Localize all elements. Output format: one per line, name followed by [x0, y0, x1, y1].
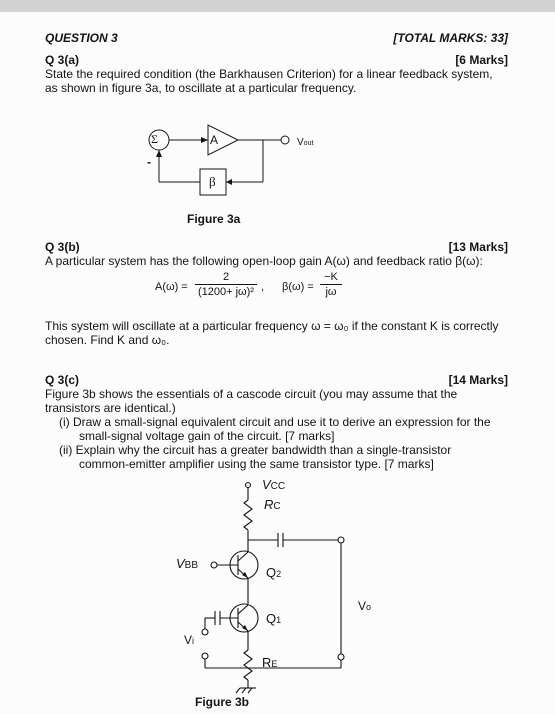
figure-3a-caption: Figure 3a [187, 212, 241, 226]
vo-label: Vo [358, 599, 372, 613]
rc-resistor [244, 500, 252, 530]
rc-label: RC [264, 497, 281, 512]
figure-3b-circuit [0, 12, 555, 714]
q3b-marks: [13 Marks] [448, 240, 508, 254]
q3b-label: Q 3(b) [45, 240, 80, 254]
q3c-label: Q 3(c) [45, 373, 80, 387]
vi-bottom-terminal [202, 653, 208, 659]
vbb-label: VBB [176, 556, 199, 571]
question-title: QUESTION 3 [45, 31, 118, 45]
q1-label: Q1 [266, 611, 282, 626]
vi-top-terminal [202, 629, 208, 635]
vcc-terminal [246, 483, 251, 488]
q3a-text-line2: as shown in figure 3a, to oscillate at a particular frequency. [45, 81, 357, 95]
q3c-item2-line1: (ii) Explain why the circuit has a greater bandwidth than a single-transistor [59, 443, 452, 457]
q3c-text-line1: Figure 3b shows the essentials of a cascode circuit (you may assume that the [45, 387, 458, 401]
q3b-text-line3: chosen. Find K and ω₀. [45, 333, 170, 347]
q3c-text-line2: transistors are identical.) [45, 401, 176, 415]
q3c-item1-line2: small-signal voltage gain of the circuit. [7 marks] [79, 429, 335, 443]
total-marks: [TOTAL MARKS: 33] [393, 31, 508, 45]
sum-symbol: Σ [151, 132, 158, 146]
q3a-label: Q 3(a) [45, 53, 80, 67]
q3b-text-line1: A particular system has the following open-loop gain A(ω) and feedback ratio β(ω): [45, 254, 483, 268]
eq-b-denominator: jω [320, 284, 342, 299]
vo-top-terminal [338, 537, 344, 543]
vi-label: Vi [184, 633, 195, 647]
vo-bottom-terminal [338, 654, 344, 660]
minus-sign: - [147, 155, 151, 169]
eq-b-lhs: β(ω) = [282, 281, 314, 293]
eq-comma: , [261, 281, 265, 293]
q3a-marks: [6 Marks] [455, 53, 508, 67]
eq-b-numerator: −K [324, 271, 338, 283]
q3c-item2-line2: common-emitter amplifier using the same transistor type. [7 marks] [79, 457, 434, 471]
q3c-item1-line1: (i) Draw a small-signal equivalent circuit and use it to derive an expression for the [59, 415, 491, 429]
eq-a-numerator: 2 [222, 271, 230, 283]
re-resistor [244, 650, 252, 680]
amp-label: A [210, 133, 219, 147]
figure-3b-caption: Figure 3b [195, 695, 250, 709]
q2-label: Q2 [266, 565, 282, 580]
q3c-marks: [14 Marks] [448, 373, 508, 387]
re-label: RE [262, 655, 278, 670]
vout-label: Vout [297, 137, 314, 148]
beta-label: β [209, 174, 216, 189]
vcc-label: VCC [262, 477, 286, 492]
q3b-text-line2: This system will oscillate at a particular frequency ω = ω₀ if the constant K is correctly [45, 319, 499, 333]
eq-a-denominator: (1200+ jω)² [195, 284, 257, 299]
q3a-text-line1: State the required condition (the Barkhausen Criterion) for a linear feedback system, [45, 67, 493, 81]
vbb-terminal [211, 562, 217, 568]
eq-a-lhs: A(ω) = [155, 281, 188, 293]
exam-page [0, 12, 555, 714]
